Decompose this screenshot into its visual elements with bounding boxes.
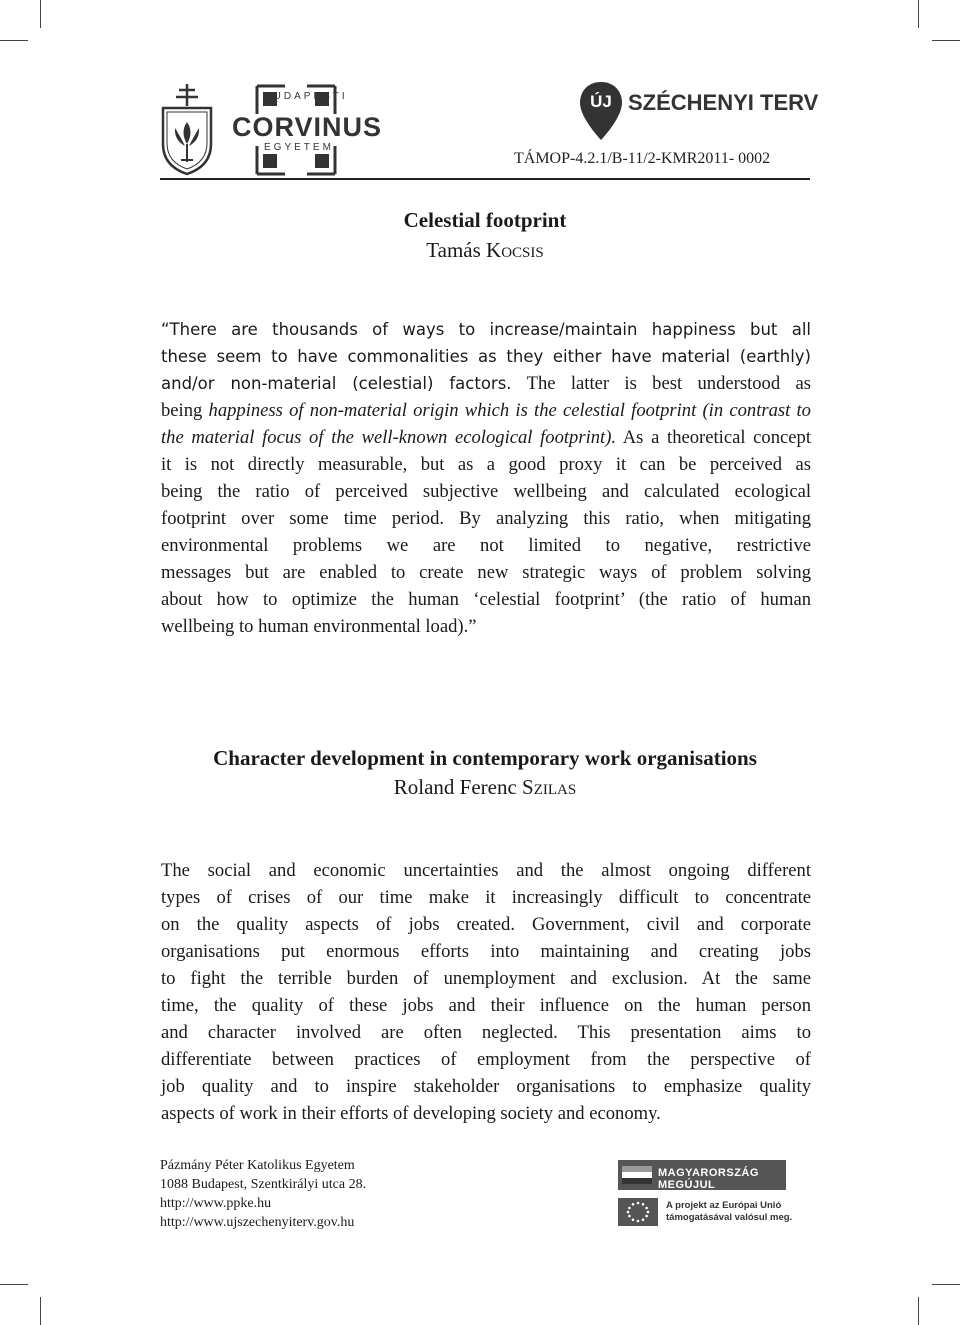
logo-badge-text: ÚJ — [590, 92, 612, 111]
footer-line: Pázmány Péter Katolikus Egyetem — [160, 1158, 355, 1173]
abstract-line: on the quality aspects of jobs created. Government, civil and corporate — [161, 914, 811, 935]
abstract-line: aspects of work in their efforts of developing society and economy. — [161, 1103, 661, 1124]
eu-banner-text: MAGYARORSZÁG MEGÚJUL — [658, 1167, 759, 1191]
crop-mark — [932, 1284, 960, 1285]
corvinus-logo — [160, 82, 383, 178]
abstract-line: to fight the terrible burden of unemployment and exclusion. At the same — [161, 968, 811, 989]
article-2-abstract — [161, 857, 811, 1127]
abstract-line: it is not directly measurable, but as a good proxy it can be perceived as — [161, 454, 811, 475]
logo-szechenyi-text: SZÉCHENYI TERV — [628, 90, 819, 115]
abstract-line: footprint over some time period. By analyzing this ratio, when mitigating — [161, 508, 811, 529]
crop-mark — [918, 0, 919, 28]
abstract-line: being happiness of non-material origin which is the celestial footprint (in contrast to — [161, 400, 811, 421]
footer-address — [160, 1156, 366, 1232]
abstract-line: The social and economic uncertainties and the almost ongoing different — [161, 860, 811, 881]
project-code: TÁMOP-4.2.1/B-11/2-KMR2011- 0002 — [514, 150, 771, 167]
article-1-abstract — [161, 316, 811, 640]
crop-mark — [932, 40, 960, 41]
crop-mark — [0, 1284, 28, 1285]
abstract-line: wellbeing to human environmental load).” — [161, 616, 477, 637]
article-2-title: Character development in contemporary work organisations — [213, 746, 757, 770]
abstract-line: about how to optimize the human ‘celestial footprint’ (the ratio of human — [161, 589, 811, 610]
article-2-author: Roland Ferenc Szilas — [393, 775, 577, 799]
footer-link[interactable]: http://www.ppke.hu — [160, 1196, 272, 1211]
abstract-line: and/or non-material (celestial) factors. The latter is best understood as — [161, 373, 811, 394]
eu-support-logo — [618, 1160, 793, 1230]
eu-caption: A projekt az Európai Unió támogatásával valósul meg. — [666, 1200, 793, 1223]
abstract-line: job quality and to inspire stakeholder organisations to emphasize quality — [161, 1076, 811, 1097]
szechenyi-terv-logo — [578, 80, 818, 150]
logo-small-top: BUDAPESTI — [264, 91, 348, 102]
article-1-title: Celestial footprint — [403, 208, 567, 232]
crop-mark — [40, 0, 41, 28]
abstract-line: messages but are enabled to create new strategic ways of problem solving — [161, 562, 811, 583]
footer-line: 1088 Budapest, Szentkirályi utca 28. — [160, 1177, 367, 1192]
footer-link[interactable]: http://www.ujszechenyiterv.gov.hu — [160, 1215, 355, 1230]
abstract-line: being the ratio of perceived subjective wellbeing and calculated ecological — [161, 481, 811, 502]
coat-of-arms-icon — [160, 82, 214, 176]
abstract-line: and character involved are often neglected. This presentation aims to — [161, 1022, 811, 1043]
header-divider — [160, 178, 810, 180]
abstract-line: “There are thousands of ways to increase/maintain happiness but all — [161, 320, 811, 339]
abstract-line: the material focus of the well-known ecological footprint). As a theoretical concept — [161, 427, 811, 448]
hungarian-flag-icon — [622, 1166, 652, 1184]
logo-small-bottom: EGYETEM — [264, 142, 334, 153]
crop-mark — [918, 1297, 919, 1325]
eu-flag-icon — [618, 1198, 658, 1226]
abstract-line: differentiate between practices of employment from the perspective of — [161, 1049, 811, 1070]
logo-wordmark: CORVINUS — [232, 112, 383, 142]
abstract-line: environmental problems we are not limited to negative, restrictive — [161, 535, 811, 556]
abstract-line: organisations put enormous efforts into maintaining and creating jobs — [161, 941, 811, 962]
abstract-line: these seem to have commonalities as they either have material (earthly) — [161, 347, 811, 366]
crop-mark — [0, 40, 28, 41]
abstract-line: types of crises of our time make it increasingly difficult to concentrate — [161, 887, 811, 908]
eu-banner — [618, 1160, 786, 1190]
article-1-author: Tamás Kocsis — [426, 238, 544, 262]
crop-mark — [40, 1297, 41, 1325]
abstract-line: time, the quality of these jobs and their influence on the human person — [161, 995, 811, 1016]
